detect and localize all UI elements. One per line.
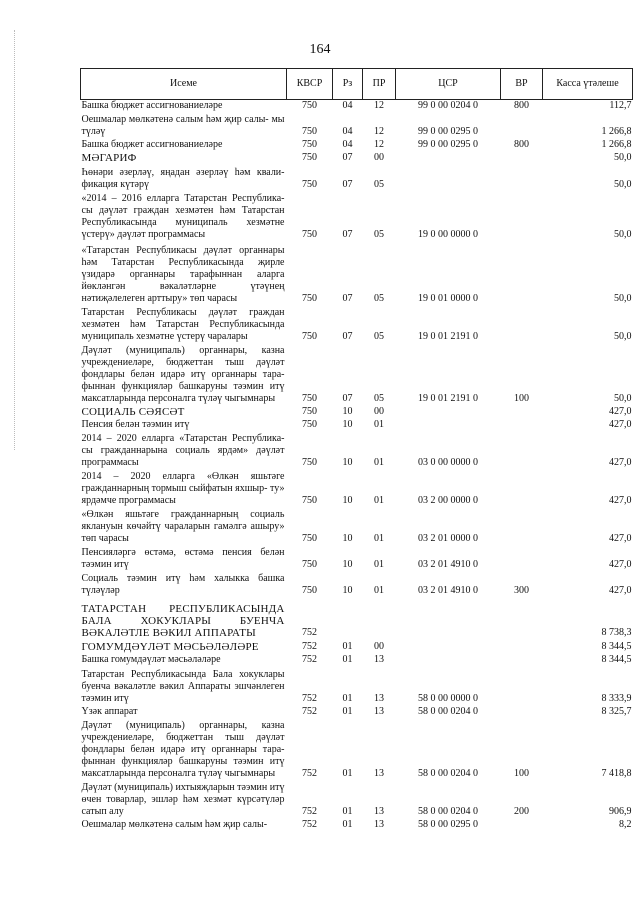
cell-vr: 100 [514, 768, 529, 779]
cell-csr [396, 164, 501, 191]
cell-csr: 58 0 00 0295 0 [418, 819, 478, 830]
cell-name: Дәүләт (муниципаль) ихтыяҗларын тәэмин итү өчен товарлар, эшләр һәм хезмәт күрсәтүләр сатып алу [81, 782, 285, 817]
cell-kvsr: 752 [302, 806, 317, 817]
cell-rz: 04 [342, 126, 353, 137]
cell-rz: 10 [342, 495, 353, 506]
cell-kvsr: 750 [302, 152, 317, 163]
cell-sum: 8 344,5 [601, 654, 632, 665]
table-row [81, 653, 633, 666]
cell-kvsr: 750 [302, 331, 317, 342]
cell-sum: 427,0 [609, 419, 632, 430]
cell-sum: 50,0 [614, 331, 632, 342]
cell-sum: 1 266,8 [601, 126, 632, 137]
table-header-row [81, 69, 633, 100]
cell-vr: 100 [514, 393, 529, 404]
cell-kvsr: 750 [302, 100, 317, 111]
cell-csr: 03 2 01 4910 0 [418, 559, 478, 570]
table-row [81, 469, 633, 507]
cell-csr [396, 418, 501, 431]
cell-rz: 07 [342, 152, 353, 163]
cell-csr: 58 0 00 0204 0 [418, 806, 478, 817]
margin-marks [14, 30, 17, 450]
cell-sum: 8 738,3 [601, 627, 632, 638]
cell-name: «Өлкән яшьтәге гражданнарның социаль яклануын көчәйтү чараларын гамәлгә ашыру» төп чарасы [81, 509, 285, 544]
cell-csr: 03 0 00 0000 0 [418, 457, 478, 468]
cell-pr: 12 [374, 126, 384, 137]
cell-sum: 427,0 [609, 585, 632, 596]
cell-name: Оешмалар мөлкәтенә салым һәм җир салы- [81, 819, 268, 830]
cell-vr [501, 164, 543, 191]
cell-rz: 07 [342, 393, 353, 404]
cell-pr: 01 [374, 585, 384, 596]
cell-name: Оешмалар мөлкәтенә салым һәм җир салы- мы түләү [81, 114, 285, 137]
cell-csr [396, 151, 501, 164]
cell-pr: 00 [374, 641, 384, 652]
cell-pr: 01 [374, 533, 384, 544]
cell-csr: 19 0 00 0000 0 [418, 229, 478, 240]
cell-pr: 13 [374, 654, 384, 665]
table-row [81, 343, 633, 405]
cell-kvsr: 750 [302, 139, 317, 150]
cell-csr: 99 0 00 0204 0 [418, 100, 478, 111]
cell-rz: 07 [342, 293, 353, 304]
cell-vr [501, 112, 543, 138]
cell-vr [501, 545, 543, 571]
cell-kvsr: 750 [302, 533, 317, 544]
cell-name: Социаль тәэмин итү һәм халыкка башка түләүләр [81, 573, 285, 596]
cell-sum: 427,0 [609, 457, 632, 468]
cell-kvsr: 752 [302, 693, 317, 704]
table-row [81, 571, 633, 597]
cell-csr: 58 0 00 0204 0 [418, 706, 478, 717]
table-body [81, 100, 633, 832]
cell-sum: 427,0 [609, 406, 632, 417]
table-row [81, 151, 633, 164]
cell-pr: 05 [374, 393, 384, 404]
cell-sum: 8 344,5 [601, 641, 632, 652]
cell-name: Татарстан Республикасы дәүләт граждан хезмәтен һәм Татарстан Республикасында муниципаль хезмәтне үстерү чаралары [81, 307, 285, 342]
cell-pr: 01 [374, 495, 384, 506]
header-kvsr: КВСР [287, 69, 333, 100]
table-row [81, 164, 633, 191]
cell-vr [501, 818, 543, 831]
cell-rz: 04 [342, 100, 353, 111]
cell-vr: 300 [514, 585, 529, 596]
cell-csr [396, 405, 501, 418]
cell-vr [501, 418, 543, 431]
cell-sum: 427,0 [609, 533, 632, 544]
cell-csr: 58 0 00 0204 0 [418, 768, 478, 779]
table-row [81, 718, 633, 780]
cell-vr: 800 [514, 139, 529, 150]
cell-kvsr: 752 [302, 819, 317, 830]
cell-name: ГОМУМДӘҮЛӘТ МӘСЬӘЛӘЛӘРЕ [81, 641, 259, 653]
cell-vr [501, 469, 543, 507]
cell-rz: 10 [342, 533, 353, 544]
table-row [81, 818, 633, 831]
cell-kvsr: 752 [302, 654, 317, 665]
cell-csr [396, 639, 501, 653]
cell-rz: 07 [342, 229, 353, 240]
cell-rz: 01 [342, 641, 353, 652]
cell-pr: 13 [374, 819, 384, 830]
header-csr: ЦСР [396, 69, 501, 100]
cell-rz: 10 [342, 559, 353, 570]
table-row [81, 138, 633, 151]
cell-pr: 05 [374, 179, 384, 190]
table-row [81, 241, 633, 305]
cell-kvsr: 750 [302, 406, 317, 417]
table-row [81, 666, 633, 705]
cell-sum: 427,0 [609, 559, 632, 570]
cell-pr: 13 [374, 768, 384, 779]
cell-csr [396, 653, 501, 666]
cell-vr [501, 241, 543, 305]
cell-name: Дәүләт (муниципаль) органнары, казна учреждениеләре, бюджеттан тыш дәүләт фондлары белән идарә итү органнары тара- фыннан функцияләр башкаруны тәэмин итү максатларында персоналга түләү чыгымнары [81, 345, 285, 404]
cell-csr: 99 0 00 0295 0 [418, 126, 478, 137]
cell-vr [501, 666, 543, 705]
cell-rz: 01 [342, 819, 353, 830]
cell-sum: 50,0 [614, 229, 632, 240]
cell-vr: 200 [514, 806, 529, 817]
cell-csr: 19 0 01 2191 0 [418, 393, 478, 404]
cell-vr [501, 705, 543, 718]
cell-csr: 19 0 01 2191 0 [418, 331, 478, 342]
cell-csr: 03 2 01 0000 0 [418, 533, 478, 544]
table-row [81, 597, 633, 639]
cell-kvsr: 750 [302, 559, 317, 570]
cell-pr: 13 [374, 806, 384, 817]
header-vr: ВР [501, 69, 543, 100]
cell-name: «Татарстан Республикасы дәүләт органнары һәм Татарстан Республикасында җирле үзидарә органнары тарафыннан аларга йөкләнгән вәкаләтләрне үтәүнең нәтиҗәлелеген арттыру» төп чарасы [81, 245, 285, 304]
cell-kvsr: 752 [302, 768, 317, 779]
cell-vr [501, 405, 543, 418]
cell-kvsr: 750 [302, 229, 317, 240]
cell-pr: 00 [374, 152, 384, 163]
cell-sum: 50,0 [614, 179, 632, 190]
cell-name: 2014 – 2020 елларга «Өлкән яшьтәге гражданнарның тормыш сыйфатын яхшыр- ту» ярдәмче программасы [81, 471, 285, 506]
cell-csr [396, 597, 501, 639]
cell-pr: 01 [374, 419, 384, 430]
cell-pr: 05 [374, 229, 384, 240]
cell-sum: 427,0 [609, 495, 632, 506]
cell-pr: 05 [374, 293, 384, 304]
cell-csr: 03 2 00 0000 0 [418, 495, 478, 506]
cell-kvsr: 750 [302, 126, 317, 137]
cell-rz: 07 [342, 331, 353, 342]
cell-name: «2014 – 2016 елларга Татарстан Республика- сы дәүләт граждан хезмәтен һәм Татарстан Республикасында муниципаль хезмәтне үстерү» дәүләт программасы [81, 193, 285, 240]
cell-sum: 906,9 [609, 806, 632, 817]
table-row [81, 639, 633, 653]
cell-pr: 01 [374, 559, 384, 570]
cell-csr: 19 0 01 0000 0 [418, 293, 478, 304]
cell-vr [501, 597, 543, 639]
cell-pr: 12 [374, 100, 384, 111]
cell-vr [501, 639, 543, 653]
cell-kvsr: 752 [302, 706, 317, 717]
cell-name: 2014 – 2020 елларга «Татарстан Республика- сы гражданнарына социаль ярдәм» дәүләт программасы [81, 433, 285, 468]
cell-name: Башка бюджет ассигнованиеләре [81, 139, 223, 150]
cell-kvsr: 752 [302, 641, 317, 652]
cell-rz: 10 [342, 406, 353, 417]
cell-rz: 10 [342, 419, 353, 430]
table-row [81, 191, 633, 241]
header-pr: ПР [363, 69, 396, 100]
cell-rz: 01 [342, 768, 353, 779]
cell-name: Үзәк аппарат [81, 706, 138, 717]
cell-sum: 8 325,7 [601, 706, 632, 717]
cell-pr: 12 [374, 139, 384, 150]
cell-kvsr: 750 [302, 495, 317, 506]
cell-sum: 50,0 [614, 293, 632, 304]
cell-rz: 01 [342, 806, 353, 817]
cell-rz: 10 [342, 585, 353, 596]
cell-name: Пенсияләргә өстәмә, өстәмә пенсия белән тәэмин итү [81, 547, 285, 570]
cell-vr: 800 [514, 100, 529, 111]
cell-rz: 01 [342, 693, 353, 704]
table-row [81, 507, 633, 545]
cell-rz: 10 [342, 457, 353, 468]
cell-kvsr: 750 [302, 457, 317, 468]
cell-rz: 04 [342, 139, 353, 150]
cell-rz: 07 [342, 179, 353, 190]
table-row [81, 405, 633, 418]
cell-vr [501, 191, 543, 241]
cell-csr: 03 2 01 4910 0 [418, 585, 478, 596]
cell-vr [501, 431, 543, 469]
cell-pr: 13 [374, 706, 384, 717]
cell-rz: 01 [342, 706, 353, 717]
cell-name: Һөнәри әзерләү, яңадан әзерләү һәм квали- фикация күтәрү [81, 167, 285, 190]
cell-kvsr: 750 [302, 419, 317, 430]
cell-name: СОЦИАЛЬ СӘЯСӘТ [81, 406, 185, 418]
cell-csr: 58 0 00 0000 0 [418, 693, 478, 704]
cell-pr [363, 597, 396, 639]
budget-table [80, 68, 633, 831]
header-sum: Касса үтәлеше [543, 69, 633, 100]
cell-name: Дәүләт (муниципаль) органнары, казна учреждениеләре, бюджеттан тыш дәүләт фондлары белән идарә итү органнары тара- фыннан функцияләр башкаруны тәэмин итү максатларында персоналга түләү чыгымнары [81, 720, 285, 779]
cell-kvsr: 752 [302, 627, 317, 638]
cell-pr: 00 [374, 406, 384, 417]
cell-pr: 13 [374, 693, 384, 704]
table-row [81, 705, 633, 718]
table-row [81, 305, 633, 343]
cell-kvsr: 750 [302, 585, 317, 596]
cell-name: ТАТАРСТАН РЕСПУБЛИКАСЫНДА БАЛА ХОКУКЛАРЫ БУЕНЧА ВӘКАЛӘТЛЕ ВӘКИЛ АППАРАТЫ [81, 603, 285, 639]
cell-vr [501, 305, 543, 343]
cell-sum: 112,7 [609, 100, 632, 111]
cell-name: Пенсия белән тәэмин итү [81, 419, 190, 430]
cell-sum: 1 266,8 [601, 139, 632, 150]
header-name: Исеме [81, 69, 287, 100]
table-row [81, 112, 633, 138]
cell-rz [333, 597, 363, 639]
cell-pr: 01 [374, 457, 384, 468]
cell-vr [501, 653, 543, 666]
cell-name: Башка бюджет ассигнованиеләре [81, 100, 223, 111]
page-number: 164 [309, 42, 331, 57]
table-row [81, 418, 633, 431]
header-rz: Рз [333, 69, 363, 100]
table-row [81, 100, 633, 113]
cell-vr [501, 507, 543, 545]
cell-pr: 05 [374, 331, 384, 342]
cell-sum: 8 333,9 [601, 693, 632, 704]
table-row [81, 780, 633, 818]
cell-sum: 50,0 [614, 393, 632, 404]
cell-sum: 8,2 [619, 819, 632, 830]
cell-name: МӘГАРИФ [81, 152, 137, 164]
table-row [81, 545, 633, 571]
cell-kvsr: 750 [302, 393, 317, 404]
cell-sum: 7 418,8 [601, 768, 632, 779]
cell-name: Татарстан Республикасында Бала хокуклары буенча вәкаләтле вәкил Аппараты эшчәнлеген тәэмин итү [81, 669, 285, 704]
cell-kvsr: 750 [302, 293, 317, 304]
cell-sum: 50,0 [614, 152, 632, 163]
cell-kvsr: 750 [302, 179, 317, 190]
table-row [81, 431, 633, 469]
cell-vr [501, 151, 543, 164]
cell-csr: 99 0 00 0295 0 [418, 139, 478, 150]
cell-rz: 01 [342, 654, 353, 665]
cell-name: Башка гомумдәүләт мәсьәләләре [81, 654, 221, 665]
